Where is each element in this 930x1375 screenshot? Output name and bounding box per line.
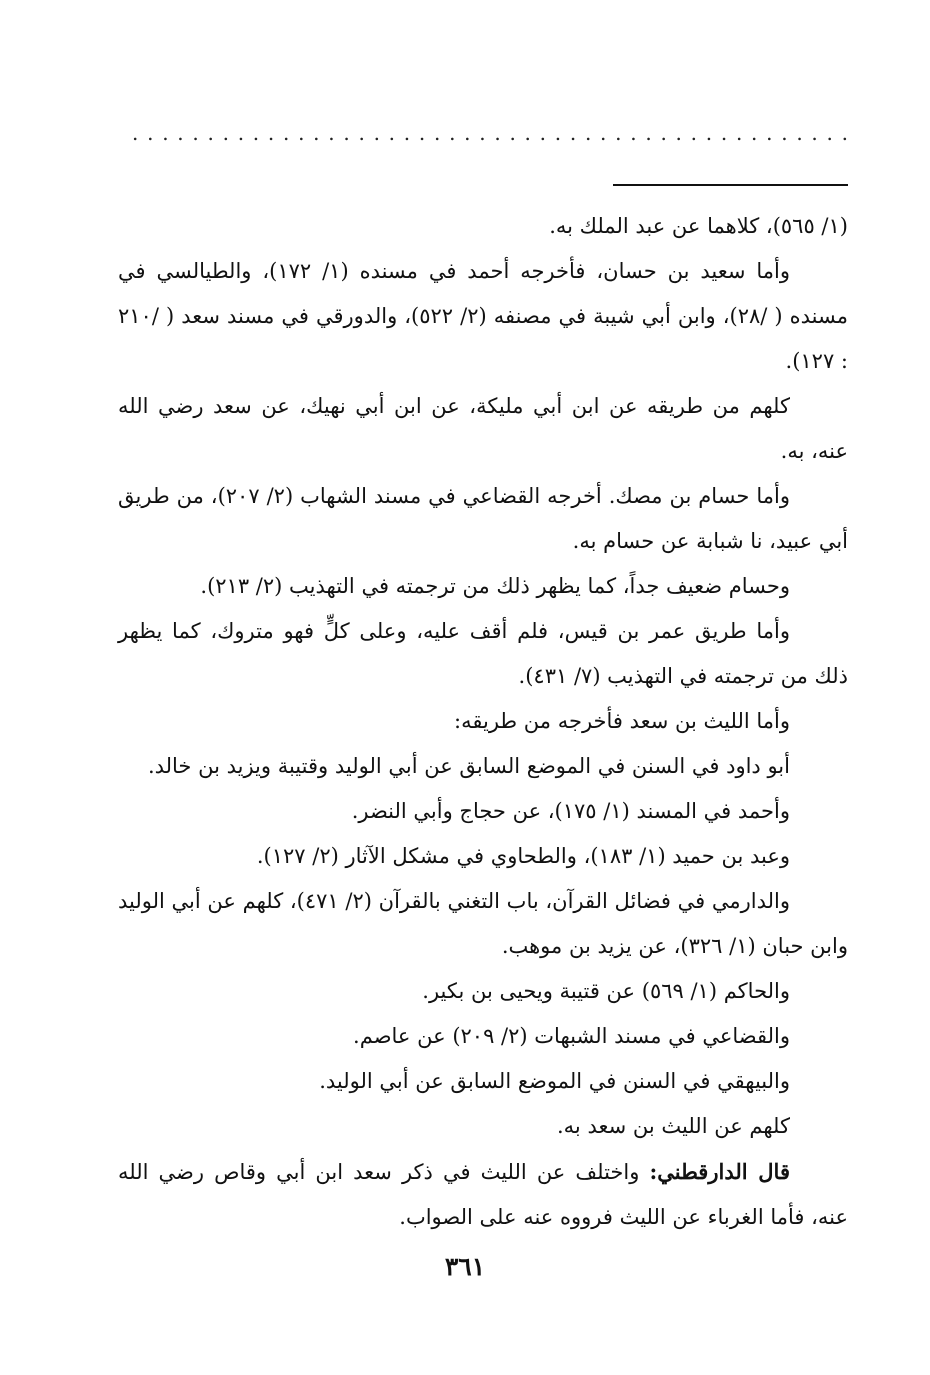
paragraph-1: (١/ ٥٦٥)، كلاهما عن عبد الملك به. [549,214,848,238]
paragraph-14: والبيهقي في السنن في الموضع السابق عن أبي الوليد. [319,1069,790,1093]
paragraph-4: وأما حسام بن مصك. أخرجه القضاعي في مسند الشهاب (٢/ ٢٠٧)، من طريق أبي عبيد، نا شبابة عن حسام به. [118,484,848,553]
footnote-body [118,204,848,1240]
paragraph-7: وأما الليث بن سعد فأخرجه من طريقه: [454,709,790,733]
paragraph-8: أبو داود في السنن في الموضع السابق عن أبي الوليد وقتيبة ويزيد بن خالد. [147,754,790,778]
paragraph-10: وعبد بن حميد (١/ ١٨٣)، والطحاوي في مشكل الآثار (٢/ ١٢٧). [256,844,790,868]
paragraph-9: وأحمد في المسند (١/ ١٧٥)، عن حجاج وأبي النضر. [351,799,790,823]
paragraph-15: كلهم عن الليث بن سعد به. [557,1114,790,1138]
paragraph-11: والدارمي في فضائل القرآن، باب التغني بالقرآن (٢/ ٤٧١)، كلهم عن أبي الوليد وابن حبان (١/ ٣٢٦)، عن يزيد بن موهب. [118,889,848,958]
paragraph-2: وأما سعيد بن حسان، فأخرجه أحمد في مسنده (١/ ١٧٢)، والطيالسي في مسنده ( /٢٨)، وابن أبي شيبة في مصنفه (٢/ ٥٢٢)، والدورقي في مسند سعد ( /٢١٠ : ١٢٧). [118,259,848,373]
paragraph-16 [118,1149,848,1240]
footnote-rule [613,184,848,186]
paragraph-3: كلهم من طريقه عن ابن أبي مليكة، عن ابن أبي نهيك، عن سعد رضي الله عنه، به. [118,394,848,463]
paragraph-6: وأما طريق عمر بن قيس، فلم أقف عليه، وعلى كلٍّ فهو متروك، كما يظهر ذلك من ترجمته في التهذيب (٧/ ٤٣١). [118,619,848,688]
bold-lead: قال الدارقطني: [649,1159,790,1184]
paragraph-12: والحاكم (١/ ٥٦٩) عن قتيبة ويحيى بن بكير. [422,979,790,1003]
paragraph-13: والقضاعي في مسند الشبهات (٢/ ٢٠٩) عن عاصم. [353,1024,790,1048]
paragraph-16-text: واختلف عن الليث في ذكر سعد ابن أبي وقاص رضي الله عنه، فأما الغرباء عن الليث فرووه عنه على الصواب. [118,1160,848,1229]
page-number: ٣٦١ [444,1252,486,1281]
paragraph-5: وحسام ضعيف جداً، كما يظهر ذلك من ترجمته في التهذيب (٢/ ٢١٣). [200,574,790,598]
dotted-separator: . . . . . . . . . . . . . . . . . . . . . . . . . . . . . . . . . . . . . . . . . . . . . . . . [132,121,848,145]
